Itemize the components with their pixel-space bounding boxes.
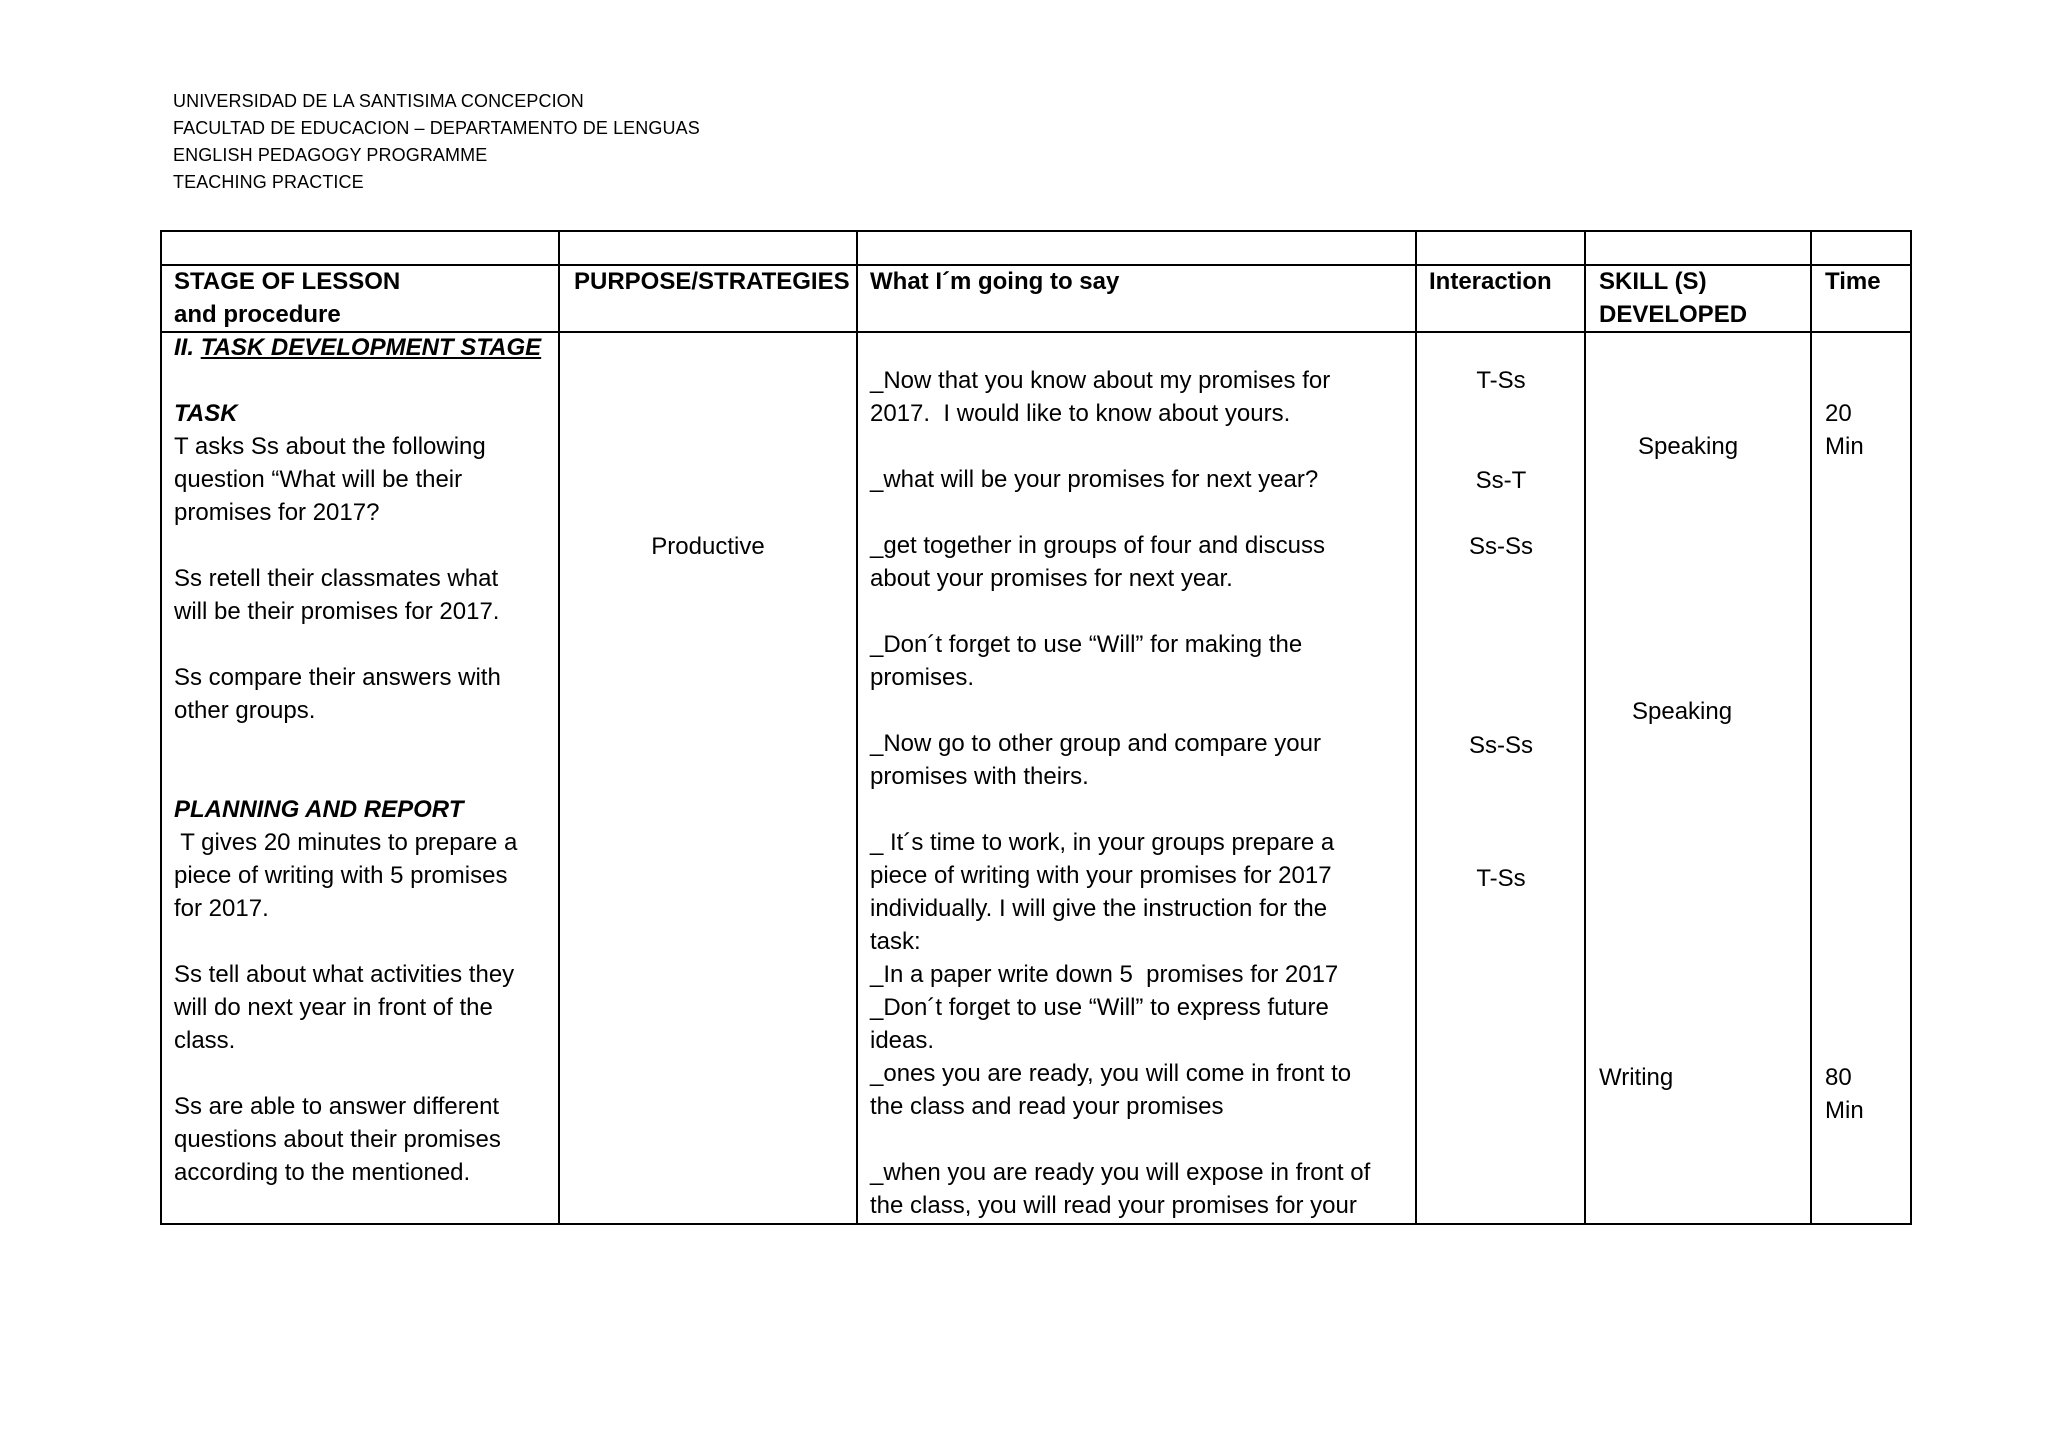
skill-item: Speaking (1632, 698, 1733, 725)
course-name: TEACHING PRACTICE (173, 172, 364, 192)
stage-procedure-cell: II. TASK DEVELOPMENT STAGE TASK T asks Ss about the following question “What will be their promises for 2017? Ss retell their classmates what will be their promises for 2017. Ss compare their answers with other groups. PLANNING AND REPORT T gives 20 minutes to prepare a piece of writing with 5 promises for 2017. Ss tell about what activities they will do next year in front of the class. Ss are able to answer different questions about their promises according to the mentioned. (174, 331, 541, 1189)
column-divider (1810, 232, 1812, 1223)
planning-heading: PLANNING AND REPORT (174, 796, 464, 823)
programme-name: ENGLISH PEDAGOGY PROGRAMME (173, 145, 488, 165)
header-what-to-say: What I´m going to say (870, 268, 1120, 295)
interaction-item: T-Ss (1476, 865, 1526, 892)
purpose-cell: Productive (651, 533, 765, 560)
interaction-item: Ss-Ss (1468, 732, 1533, 759)
header-interaction: Interaction (1429, 268, 1552, 295)
task-heading: TASK (174, 400, 238, 427)
header-skill: SKILL (S) DEVELOPED (1599, 268, 1748, 328)
header-stage: STAGE OF LESSON and procedure (174, 268, 401, 328)
lesson-plan-table (160, 230, 1912, 1225)
document-header (173, 88, 700, 196)
university-name: UNIVERSIDAD DE LA SANTISIMA CONCEPCION (173, 91, 584, 111)
teacher-script-cell: _Now that you know about my promises for 2017. I would like to know about yours. _what will be your promises for next year? _get together in groups of four and discuss about your promises for next year. _Don´t forget to use “Will” for making the promises. _Now go to other group and compare your promises with theirs. _ It´s time to work, in your groups prepare a piece of writing with your promises for 2017 individually. I will give the instruction for the task: _In a paper write down 5 promises for 2017 _Don´t forget to use “Will” to express future ideas. _ones you are ready, you will come in front to the class and read your promises _when you are ready you will expose in front of the class, you will read your promises for your (870, 367, 1371, 1219)
interaction-item: Ss-T (1475, 467, 1527, 494)
skill-item: Writing (1599, 1064, 1674, 1091)
faculty-name: FACULTAD DE EDUCACION – DEPARTAMENTO DE LENGUAS (173, 118, 700, 138)
header-purpose: PURPOSE/STRATEGIES (574, 268, 850, 295)
skill-item: Speaking (1638, 433, 1739, 460)
interaction-item: T-Ss (1476, 367, 1526, 394)
column-divider (558, 232, 560, 1223)
column-divider (856, 232, 858, 1223)
time-item: 80 Min (1825, 1064, 1864, 1124)
time-item: 20 Min (1825, 400, 1864, 460)
stage-title: II. TASK DEVELOPMENT STAGE (174, 334, 542, 361)
header-time: Time (1825, 268, 1881, 295)
interaction-item: Ss-Ss (1468, 533, 1533, 560)
